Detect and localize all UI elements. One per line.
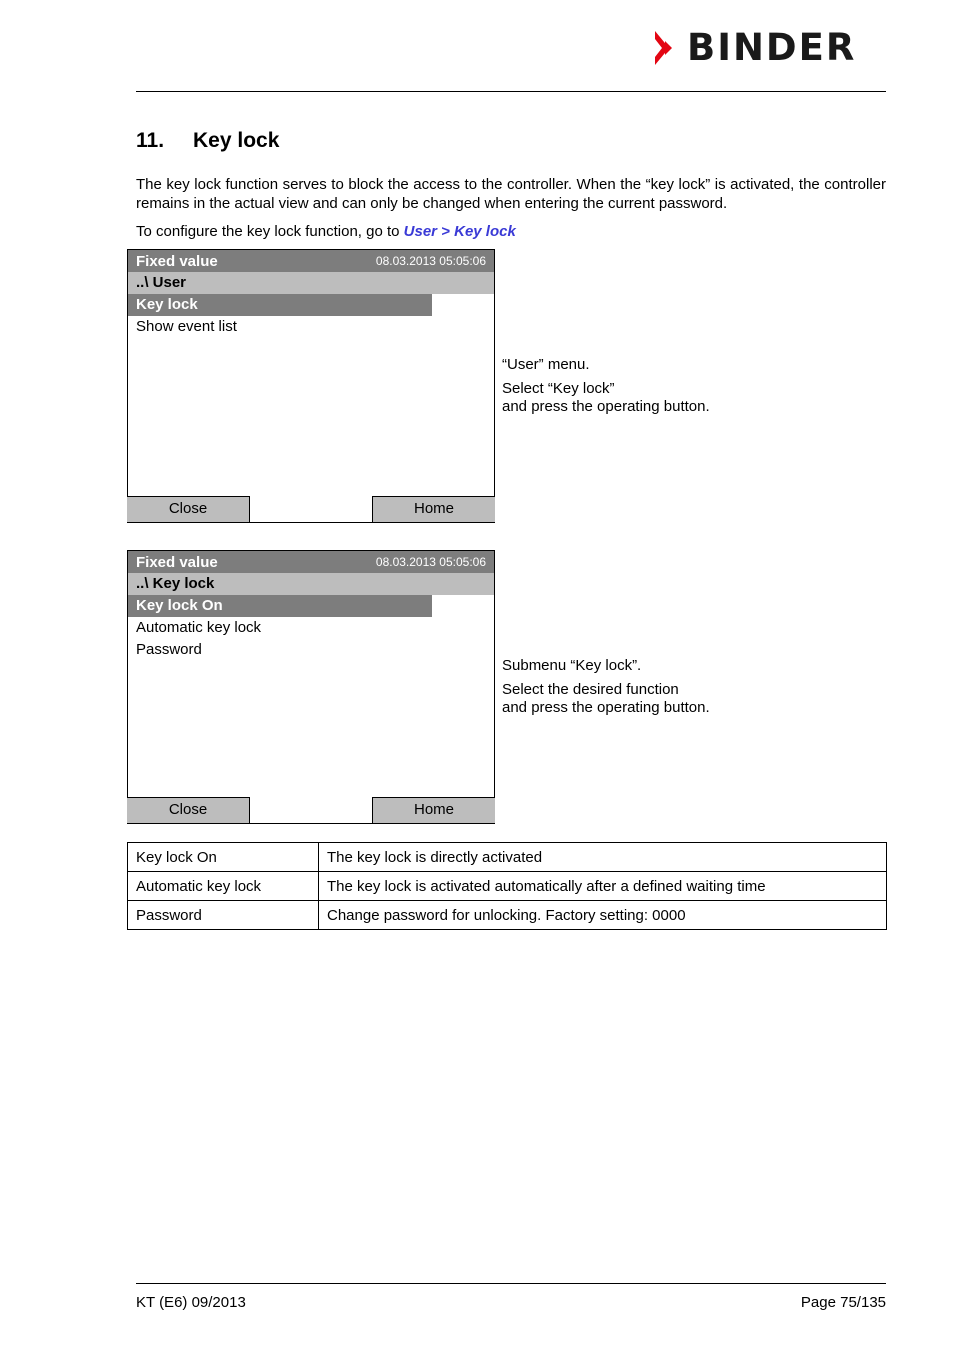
menu-item-show-event-list[interactable]: Show event list	[136, 318, 237, 335]
close-button[interactable]: Close	[127, 496, 250, 522]
footer-divider	[136, 1283, 886, 1284]
screen-title: Fixed value	[136, 252, 218, 270]
note-instruction: Select the desired function and press the operating button.	[502, 681, 710, 716]
home-button[interactable]: Home	[372, 797, 495, 823]
table-cell-function: Password	[128, 901, 319, 930]
screen1-note	[502, 356, 710, 422]
menu-item-automatic-key-lock[interactable]: Automatic key lock	[136, 619, 262, 636]
table-row	[128, 872, 887, 901]
menu-item-key-lock-on[interactable]: Key lock On	[128, 595, 432, 617]
configure-paragraph	[136, 222, 886, 241]
note-instruction: Select “Key lock” and press the operating button.	[502, 380, 710, 415]
table-row	[128, 901, 887, 930]
section-heading	[136, 129, 279, 153]
note-title: Submenu “Key lock”.	[502, 657, 642, 674]
screen-menu-path: ..\ User	[128, 272, 494, 294]
section-title: Key lock	[193, 129, 280, 152]
table-cell-description: Change password for unlocking. Factory setting: 0000	[319, 901, 887, 930]
home-button[interactable]: Home	[372, 496, 495, 522]
table-cell-description: The key lock is activated automatically after a defined waiting time	[319, 872, 887, 901]
key-lock-function-table	[127, 842, 887, 930]
section-number: 11.	[136, 129, 165, 152]
document-id: KT (E6) 09/2013	[136, 1294, 246, 1311]
table-row	[128, 843, 887, 872]
page-number: Page 75/135	[800, 1294, 886, 1311]
screen-datetime: 08.03.2013 05:05:06	[375, 555, 486, 569]
controller-screen-user-menu	[127, 249, 495, 523]
table-cell-description: The key lock is directly activated	[319, 843, 887, 872]
screen-title-bar	[128, 250, 494, 272]
screen-title: Fixed value	[136, 553, 218, 571]
screen-datetime: 08.03.2013 05:05:06	[375, 254, 486, 268]
binder-logo	[655, 26, 857, 69]
controller-screen-key-lock-menu	[127, 550, 495, 824]
intro-paragraph: The key lock function serves to block the access to the controller. When the “key lock” is activated, the controller remains in the actual view and can only be changed when entering the current password.	[136, 176, 886, 212]
logo-text: BINDER	[687, 26, 857, 69]
configure-text: To configure the key lock function, go to	[136, 223, 404, 240]
table-cell-function: Automatic key lock	[128, 872, 319, 901]
table-cell-function: Key lock On	[128, 843, 319, 872]
screen2-note	[502, 657, 710, 723]
header-divider	[136, 91, 886, 92]
menu-item-password[interactable]: Password	[136, 641, 202, 658]
close-button[interactable]: Close	[127, 797, 250, 823]
menu-item-key-lock[interactable]: Key lock	[128, 294, 432, 316]
binder-logo-mark-icon	[655, 31, 679, 65]
screen-title-bar	[128, 551, 494, 573]
menu-path: User > Key lock	[403, 223, 516, 240]
screen-menu-path: ..\ Key lock	[128, 573, 494, 595]
note-title: “User” menu.	[502, 356, 590, 373]
